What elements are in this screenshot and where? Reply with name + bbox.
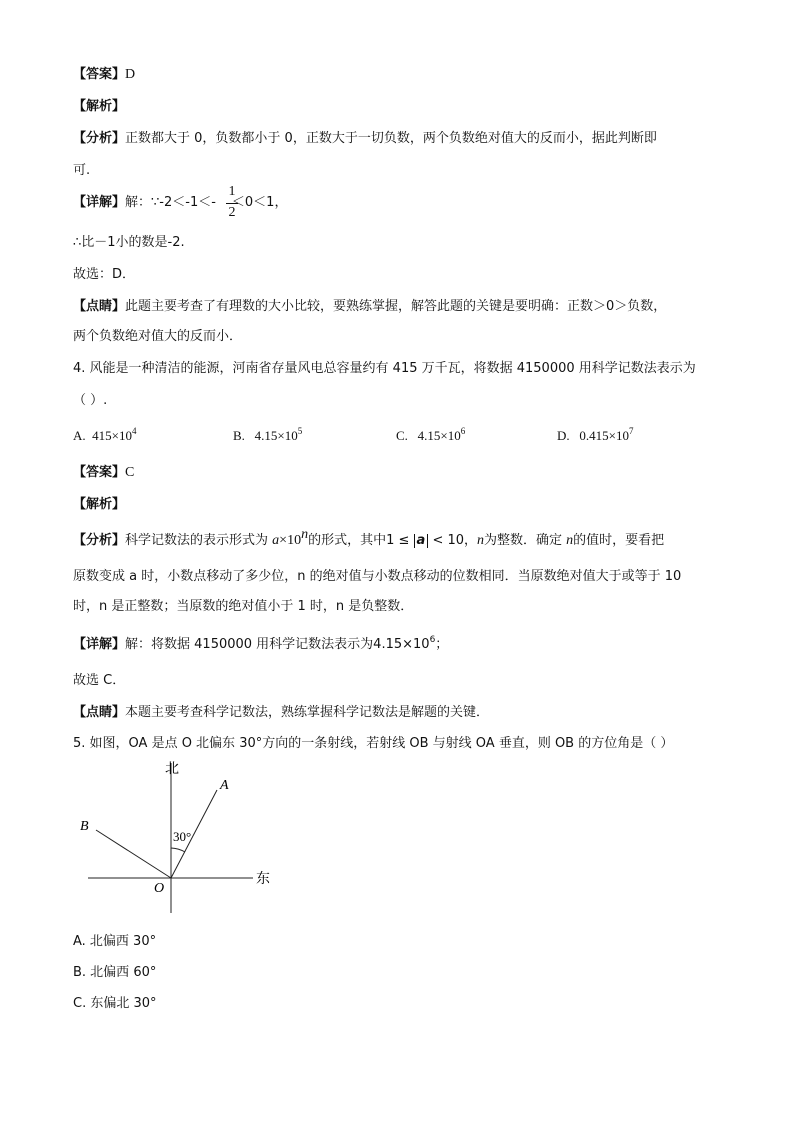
option-mantissa: 415×10 [92, 428, 132, 443]
angle-label: 30° [173, 829, 192, 844]
dianjing-label: 【点睛】 [73, 705, 126, 720]
q3-therefore-line: ∴比－1小的数是-2. [73, 235, 185, 250]
q3-answer-line [73, 66, 135, 84]
option-mantissa: 4.15×10 [254, 428, 298, 443]
fenxi-text: < 10， [432, 533, 478, 548]
q4-option-b [233, 428, 302, 444]
q3-fenxi-line2: 可. [73, 163, 91, 178]
fenxi-text: 为整数．确定 [484, 533, 563, 548]
option-exponent: 5 [297, 426, 303, 436]
q3-xiangjie-line [73, 194, 287, 212]
north-label: 北 [165, 762, 179, 777]
east-label: 东 [256, 872, 270, 887]
q5-option-c: C. 东偏北 30° [73, 996, 157, 1011]
xiangjie-exponent: 6 [429, 635, 436, 645]
q4-fenxi-line2: 原数变成 a 时，小数点移动了多少位，n 的绝对值与小数点移动的位数相同．当原数绝对值大于或等于 10 [73, 569, 682, 584]
xiangjie-label: 【详解】 [73, 637, 126, 652]
q4-answer-line [73, 464, 134, 482]
q3-dianjing-line2: 两个负数绝对值大的反而小． [73, 329, 243, 344]
q3-choice-line: 故选：D． [73, 267, 136, 282]
var-n: n [566, 533, 574, 548]
ray-ob [96, 830, 171, 878]
q4-analysis-title: 【解析】 [73, 497, 126, 512]
bearing-figure [70, 755, 290, 920]
fenxi-text: 的形式，其中1 ≤ [308, 533, 410, 548]
q4-option-a [73, 428, 136, 444]
formula-exponent-n: n [301, 527, 309, 542]
q4-stem-line2: （ ）. [73, 393, 108, 408]
xiangjie-label: 【详解】 [73, 195, 126, 210]
point-b-label: B [80, 819, 89, 834]
q4-option-c [396, 428, 465, 444]
q4-dianjing-line [73, 704, 489, 722]
q5-option-b: B. 北偏西 60° [73, 965, 157, 980]
answer-label: 【答案】 [73, 67, 126, 82]
option-letter: D. [557, 428, 570, 443]
option-exponent: 6 [460, 426, 466, 436]
option-exponent: 4 [131, 426, 137, 436]
q3-fenxi-line1 [73, 130, 657, 148]
q5-stem: 5. 如图，OA 是点 O 北偏东 30°方向的一条射线，若射线 OB 与射线 OA 垂直，则 OB 的方位角是（ ） [73, 736, 674, 751]
answer-value: C [125, 465, 135, 480]
dianjing-text: 此题主要考查了有理数的大小比较，要熟练掌握，解答此题的关键是要明确：正数＞0＞负数， [125, 299, 667, 314]
fenxi-text: 正数都大于 0，负数都小于 0，正数大于一切负数，两个负数绝对值大的反而小，据此判断即 [125, 131, 657, 146]
option-letter: A. [73, 428, 86, 443]
formula-a: a [272, 533, 280, 548]
q4-option-d [557, 428, 633, 444]
var-n: n [477, 533, 485, 548]
angle-arc [171, 848, 185, 852]
point-a-label: A [220, 778, 229, 793]
option-letter: C. [396, 428, 408, 443]
xiangjie-text: 解：将数据 4150000 用科学记数法表示为4.15×10 [125, 637, 430, 652]
point-o-label: O [154, 881, 165, 896]
fenxi-label: 【分析】 [73, 131, 126, 146]
fraction-denominator: 2 [228, 205, 236, 220]
q3-analysis-title: 【解析】 [73, 99, 126, 114]
fraction-bar [226, 203, 238, 204]
abs-value-a: a [414, 534, 429, 548]
option-mantissa: 0.415×10 [579, 428, 629, 443]
xiangjie-text-pre: 解：∵-2＜-1＜- [125, 195, 216, 210]
option-mantissa: 4.15×10 [417, 428, 461, 443]
fenxi-label: 【分析】 [73, 533, 126, 548]
fenxi-text: 科学记数法的表示形式为 [125, 533, 269, 548]
option-exponent: 7 [628, 426, 634, 436]
q5-option-a: A. 北偏西 30° [73, 934, 157, 949]
dianjing-text: 本题主要考查科学记数法，熟练掌握科学记数法是解题的关键． [125, 705, 490, 720]
q3-dianjing-line1 [73, 298, 666, 316]
q4-fenxi-line3: 时，n 是正整数；当原数的绝对值小于 1 时，n 是负整数． [73, 599, 414, 614]
fenxi-text: 的值时，要看把 [573, 533, 665, 548]
q4-xiangjie-line [73, 636, 448, 654]
q4-choice-line: 故选 C． [73, 673, 126, 688]
answer-label: 【答案】 [73, 465, 126, 480]
q4-stem-line1: 4. 风能是一种清洁的能源，河南省存量风电总容量约有 415 万千瓦，将数据 4150000 用科学记数法表示为 [73, 361, 696, 376]
xiangjie-end: ； [435, 637, 449, 652]
dianjing-label: 【点睛】 [73, 299, 126, 314]
answer-value: D [125, 67, 136, 82]
option-letter: B. [233, 428, 245, 443]
xiangjie-text-post: ＜0＜1， [231, 195, 288, 210]
formula-times-ten: ×10 [279, 533, 302, 548]
fraction-numerator: 1 [228, 184, 236, 199]
q4-fenxi-line1 [73, 527, 665, 550]
